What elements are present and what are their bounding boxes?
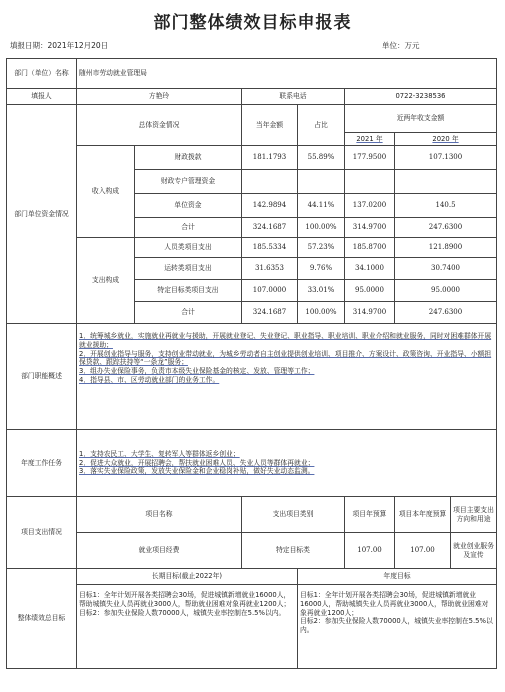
goals-annual-text: 目标1：全年计划开展各类招聘会30场，促进城镇新增就业16000人，帮助城镇失业人员再就业3000人，帮助就业困难对象再就业1200人； 目标2：参加失业保险人数70000人，城镇失业率控制在5.5%以内。 [298, 585, 497, 669]
goals-label: 整体绩效总目标 [7, 569, 77, 669]
project-row [7, 533, 497, 569]
funds-header-ratio: 占比 [298, 105, 345, 146]
dept-name: 随州市劳动就业管理局 [77, 59, 497, 89]
project-h-type: 支出项目类别 [242, 497, 345, 533]
filler-label: 填报人 [7, 89, 77, 105]
income-2021 [345, 170, 395, 194]
project-header-row [7, 497, 497, 533]
expense-2020: 30.7400 [395, 258, 497, 280]
expense-item-name: 特定目标类项目支出 [135, 280, 242, 302]
income-item-name: 财政专户管理资金 [135, 170, 242, 194]
income-2021: 177.9500 [345, 146, 395, 170]
duties-row [7, 324, 497, 430]
tasks-row [7, 430, 497, 497]
funds-header-overall: 总体资金情况 [77, 105, 242, 146]
dept-label: 部门（单位）名称 [7, 59, 77, 89]
unit-label: 单位：万元 [382, 41, 420, 50]
phone-value: 0722-3238536 [345, 89, 497, 105]
goals-row [7, 585, 497, 669]
income-item-name: 财政拨款 [135, 146, 242, 170]
income-item-name: 单位资金 [135, 194, 242, 218]
funds-section-label: 部门单位资金情况 [7, 105, 77, 324]
goals-long-header: 长期目标(截止2022年) [77, 569, 298, 585]
expense-item-name: 人员类项目支出 [135, 238, 242, 258]
expense-current: 107.0000 [242, 280, 298, 302]
income-current: 142.9894 [242, 194, 298, 218]
income-2020: 247.6300 [395, 218, 497, 238]
project-h-budget: 项目年预算 [345, 497, 395, 533]
funds-header-recent: 近两年收支金额 [345, 105, 497, 133]
income-current: 181.1793 [242, 146, 298, 170]
expense-2021: 185.8700 [345, 238, 395, 258]
income-2021: 137.0200 [345, 194, 395, 218]
expense-item-name: 合计 [135, 302, 242, 324]
expense-current: 324.1687 [242, 302, 298, 324]
project-annual: 107.00 [395, 533, 451, 569]
goals-annual-header: 年度目标 [298, 569, 497, 585]
expense-row [7, 238, 497, 258]
income-ratio: 44.11% [298, 194, 345, 218]
income-item-name: 合计 [135, 218, 242, 238]
performance-form-table [6, 58, 497, 669]
project-type: 特定目标类 [242, 533, 345, 569]
project-h-annual: 项目本年度预算 [395, 497, 451, 533]
expense-current: 185.5334 [242, 238, 298, 258]
goals-header-row [7, 569, 497, 585]
expense-2021: 314.9700 [345, 302, 395, 324]
duties-text: 1．统筹城乡就业，实施就业再就业与援助，开展就业登记、失业登记、职业指导、职业培训、职业介绍和就业服务，同时对困难群体开展就业援助； 2．开展创业指导与服务，支持创业带动就业，为城乡劳动者自主创业提供创业培训、项目推介、方案设计、政策咨询、开业指导、小额担保贷款、跟踪扶持等“一条龙”服务； 3．组办失业保险事务，负责市本级失业保险基金的核定、发放、管理等工作； 4．指导县、市、区劳动就业部门的业务工作。 [77, 324, 497, 430]
phone-label: 联系电话 [242, 89, 345, 105]
income-2021: 314.9700 [345, 218, 395, 238]
expense-ratio: 100.00% [298, 302, 345, 324]
income-current: 324.1687 [242, 218, 298, 238]
duties-label: 部门职能概述 [7, 324, 77, 430]
expense-group-label: 支出构成 [77, 238, 135, 324]
project-direction: 就业创业服务及宣传 [451, 533, 497, 569]
filler-row [7, 89, 497, 105]
expense-2020: 121.8900 [395, 238, 497, 258]
income-2020: 107.1300 [395, 146, 497, 170]
expense-current: 31.6353 [242, 258, 298, 280]
income-2020 [395, 170, 497, 194]
project-budget: 107.00 [345, 533, 395, 569]
income-group-label: 收入构成 [77, 146, 135, 238]
expense-2021: 34.1000 [345, 258, 395, 280]
expense-2021: 95.0000 [345, 280, 395, 302]
expense-item-name: 运转类项目支出 [135, 258, 242, 280]
tasks-label: 年度工作任务 [7, 430, 77, 497]
funds-header-row [7, 105, 497, 133]
project-h-direction: 项目主要支出方向和用途 [451, 497, 497, 533]
income-ratio: 100.00% [298, 218, 345, 238]
project-h-name: 项目名称 [77, 497, 242, 533]
expense-2020: 247.6300 [395, 302, 497, 324]
project-label: 项目支出情况 [7, 497, 77, 569]
income-2020: 140.5 [395, 194, 497, 218]
expense-ratio: 9.76% [298, 258, 345, 280]
dept-row [7, 59, 497, 89]
year-2020-header: 2020 年 [395, 133, 497, 146]
year-2021-header: 2021 年 [345, 133, 395, 146]
income-ratio: 55.89% [298, 146, 345, 170]
fill-date: 填报日期：2021年12月20日 [10, 41, 109, 50]
income-ratio [298, 170, 345, 194]
income-row [7, 146, 497, 170]
project-name: 就业项目经费 [77, 533, 242, 569]
income-current [242, 170, 298, 194]
form-title: 部门整体绩效目标申报表 [153, 13, 352, 33]
tasks-text: 1．支持农民工、大学生、复转军人等群体返乡创业； 2．促进大众就业，开展招聘会，帮扶就业困难人员、失业人员等群体再就业； 3．落实失业保险政策，发放失业保险金和企业稳岗补贴，做好失业动态监测。 [77, 430, 497, 497]
filler-name: 方艳玲 [77, 89, 242, 105]
expense-ratio: 33.01% [298, 280, 345, 302]
goals-long-text: 目标1：全年计划开展各类招聘会30场，促进城镇新增就业16000人，帮助城镇失业人员再就业3000人，帮助就业困难对象再就业1200人； 目标2：参加失业保险人数70000人，城镇失业率控制在5.5%以内。 [77, 585, 298, 669]
expense-2020: 95.0000 [395, 280, 497, 302]
expense-ratio: 57.23% [298, 238, 345, 258]
funds-header-current: 当年金额 [242, 105, 298, 146]
